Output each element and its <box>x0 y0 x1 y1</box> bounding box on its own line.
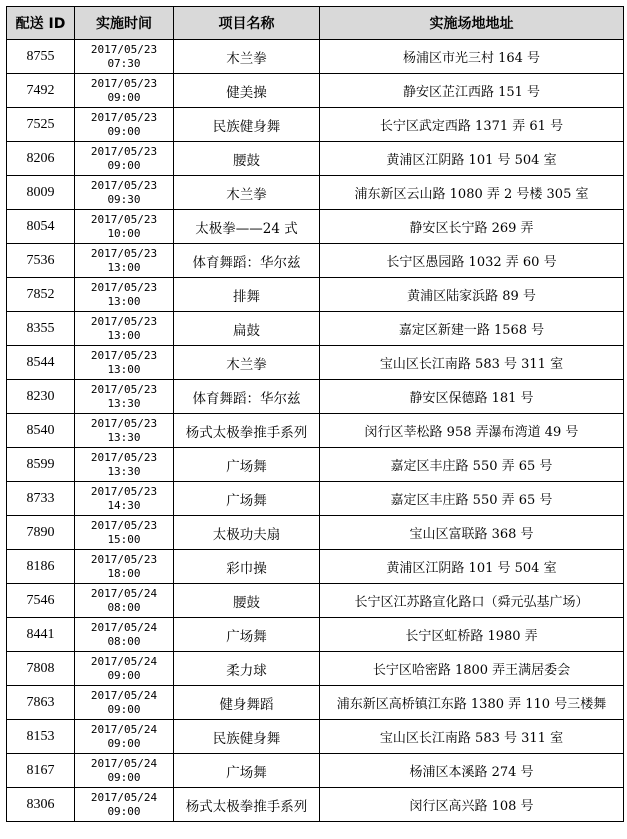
cell-address: 浦东新区云山路 1080 弄 2 号楼 305 室 <box>320 176 624 210</box>
table-row <box>7 448 624 482</box>
cell-datetime <box>75 720 174 754</box>
cell-date: 2017/05/24 <box>90 722 158 736</box>
cell-time: 10:00 <box>107 226 141 240</box>
cell-project: 广场舞 <box>174 448 320 482</box>
cell-project: 柔力球 <box>174 652 320 686</box>
cell-id: 7890 <box>7 516 75 550</box>
cell-id: 7536 <box>7 244 75 278</box>
cell-address: 闵行区高兴路 108 号 <box>320 788 624 822</box>
table-header <box>7 7 624 40</box>
cell-datetime <box>75 108 174 142</box>
cell-id: 8355 <box>7 312 75 346</box>
table-row <box>7 788 624 822</box>
cell-address: 静安区长宁路 269 弄 <box>320 210 624 244</box>
cell-datetime <box>75 74 174 108</box>
cell-address: 静安区保德路 181 号 <box>320 380 624 414</box>
header-id: 配送 ID <box>7 7 75 40</box>
cell-datetime <box>75 176 174 210</box>
cell-project: 杨式太极拳推手系列 <box>174 414 320 448</box>
cell-id: 8755 <box>7 40 75 74</box>
cell-address: 杨浦区本溪路 274 号 <box>320 754 624 788</box>
cell-address: 静安区芷江西路 151 号 <box>320 74 624 108</box>
cell-id: 8230 <box>7 380 75 414</box>
header-row <box>7 7 624 40</box>
cell-date: 2017/05/23 <box>90 110 158 124</box>
cell-project: 健身舞蹈 <box>174 686 320 720</box>
cell-project: 木兰拳 <box>174 40 320 74</box>
cell-datetime <box>75 788 174 822</box>
cell-datetime <box>75 414 174 448</box>
cell-time: 07:30 <box>107 56 141 70</box>
cell-project: 民族健身舞 <box>174 108 320 142</box>
cell-date: 2017/05/23 <box>90 42 158 56</box>
cell-date: 2017/05/23 <box>90 450 158 464</box>
cell-project: 健美操 <box>174 74 320 108</box>
cell-datetime <box>75 142 174 176</box>
cell-id: 8733 <box>7 482 75 516</box>
cell-date: 2017/05/23 <box>90 484 158 498</box>
cell-time: 13:30 <box>107 396 141 410</box>
cell-datetime <box>75 652 174 686</box>
cell-project: 体育舞蹈：华尔兹 <box>174 380 320 414</box>
header-project: 项目名称 <box>174 7 320 40</box>
cell-time: 18:00 <box>107 566 141 580</box>
cell-date: 2017/05/23 <box>90 76 158 90</box>
table-body <box>7 40 624 822</box>
cell-address: 闵行区莘松路 958 弄瀑布湾道 49 号 <box>320 414 624 448</box>
cell-time: 08:00 <box>107 634 141 648</box>
cell-date: 2017/05/23 <box>90 518 158 532</box>
cell-date: 2017/05/23 <box>90 314 158 328</box>
cell-address: 嘉定区丰庄路 550 弄 65 号 <box>320 482 624 516</box>
cell-time: 09:00 <box>107 702 141 716</box>
cell-time: 14:30 <box>107 498 141 512</box>
cell-time: 15:00 <box>107 532 141 546</box>
cell-datetime <box>75 244 174 278</box>
table-row <box>7 482 624 516</box>
cell-datetime <box>75 448 174 482</box>
cell-time: 13:00 <box>107 328 141 342</box>
cell-id: 8599 <box>7 448 75 482</box>
cell-id: 8054 <box>7 210 75 244</box>
cell-datetime <box>75 618 174 652</box>
table-row <box>7 550 624 584</box>
table-row <box>7 210 624 244</box>
cell-id: 8540 <box>7 414 75 448</box>
cell-project: 体育舞蹈：华尔兹 <box>174 244 320 278</box>
cell-address: 黄浦区江阴路 101 号 504 室 <box>320 550 624 584</box>
cell-date: 2017/05/23 <box>90 552 158 566</box>
cell-project: 广场舞 <box>174 618 320 652</box>
cell-date: 2017/05/23 <box>90 144 158 158</box>
cell-time: 09:00 <box>107 90 141 104</box>
cell-id: 8306 <box>7 788 75 822</box>
cell-time: 09:00 <box>107 668 141 682</box>
cell-time: 09:00 <box>107 736 141 750</box>
cell-datetime <box>75 482 174 516</box>
cell-address: 宝山区长江南路 583 号 311 室 <box>320 346 624 380</box>
cell-time: 13:00 <box>107 260 141 274</box>
cell-id: 8186 <box>7 550 75 584</box>
table-row <box>7 74 624 108</box>
cell-id: 8153 <box>7 720 75 754</box>
cell-date: 2017/05/23 <box>90 382 158 396</box>
cell-date: 2017/05/23 <box>90 178 158 192</box>
cell-address: 长宁区武定西路 1371 弄 61 号 <box>320 108 624 142</box>
cell-datetime <box>75 278 174 312</box>
cell-datetime <box>75 584 174 618</box>
cell-address: 黄浦区江阴路 101 号 504 室 <box>320 142 624 176</box>
cell-datetime <box>75 346 174 380</box>
table-row <box>7 414 624 448</box>
table-row <box>7 108 624 142</box>
cell-time: 13:00 <box>107 362 141 376</box>
cell-address: 长宁区虹桥路 1980 弄 <box>320 618 624 652</box>
cell-id: 8167 <box>7 754 75 788</box>
cell-project: 彩巾操 <box>174 550 320 584</box>
cell-project: 杨式太极拳推手系列 <box>174 788 320 822</box>
cell-datetime <box>75 380 174 414</box>
cell-project: 木兰拳 <box>174 176 320 210</box>
cell-address: 宝山区长江南路 583 号 311 室 <box>320 720 624 754</box>
cell-datetime <box>75 550 174 584</box>
cell-id: 7492 <box>7 74 75 108</box>
table-row <box>7 142 624 176</box>
cell-address: 长宁区愚园路 1032 弄 60 号 <box>320 244 624 278</box>
cell-datetime <box>75 40 174 74</box>
table-row <box>7 380 624 414</box>
cell-time: 13:30 <box>107 430 141 444</box>
table-row <box>7 176 624 210</box>
table-row <box>7 618 624 652</box>
cell-datetime <box>75 312 174 346</box>
table-row <box>7 686 624 720</box>
cell-project: 扁鼓 <box>174 312 320 346</box>
cell-address: 宝山区富联路 368 号 <box>320 516 624 550</box>
table-row <box>7 278 624 312</box>
cell-id: 7852 <box>7 278 75 312</box>
cell-time: 13:00 <box>107 294 141 308</box>
cell-time: 09:30 <box>107 192 141 206</box>
cell-address: 黄浦区陆家浜路 89 号 <box>320 278 624 312</box>
cell-time: 08:00 <box>107 600 141 614</box>
cell-time: 09:00 <box>107 804 141 818</box>
cell-date: 2017/05/24 <box>90 688 158 702</box>
cell-id: 8009 <box>7 176 75 210</box>
table-row <box>7 244 624 278</box>
cell-date: 2017/05/23 <box>90 348 158 362</box>
cell-id: 7863 <box>7 686 75 720</box>
cell-id: 8206 <box>7 142 75 176</box>
cell-date: 2017/05/24 <box>90 620 158 634</box>
cell-date: 2017/05/23 <box>90 280 158 294</box>
cell-date: 2017/05/24 <box>90 586 158 600</box>
cell-datetime <box>75 516 174 550</box>
cell-project: 排舞 <box>174 278 320 312</box>
cell-date: 2017/05/24 <box>90 654 158 668</box>
cell-address: 嘉定区新建一路 1568 号 <box>320 312 624 346</box>
cell-address: 长宁区江苏路宣化路口（舜元弘基广场） <box>320 584 624 618</box>
cell-id: 8544 <box>7 346 75 380</box>
cell-time: 09:00 <box>107 124 141 138</box>
cell-date: 2017/05/23 <box>90 416 158 430</box>
cell-time: 09:00 <box>107 158 141 172</box>
cell-datetime <box>75 754 174 788</box>
header-address: 实施场地地址 <box>320 7 624 40</box>
header-time: 实施时间 <box>75 7 174 40</box>
cell-project: 腰鼓 <box>174 142 320 176</box>
cell-date: 2017/05/24 <box>90 756 158 770</box>
table-row <box>7 346 624 380</box>
cell-id: 8441 <box>7 618 75 652</box>
table-row <box>7 312 624 346</box>
cell-datetime <box>75 686 174 720</box>
cell-date: 2017/05/23 <box>90 246 158 260</box>
table-row <box>7 584 624 618</box>
table-row <box>7 720 624 754</box>
cell-date: 2017/05/24 <box>90 790 158 804</box>
table-row <box>7 652 624 686</box>
cell-project: 民族健身舞 <box>174 720 320 754</box>
cell-time: 13:30 <box>107 464 141 478</box>
cell-project: 木兰拳 <box>174 346 320 380</box>
schedule-table-container <box>6 6 623 822</box>
table-row <box>7 754 624 788</box>
cell-date: 2017/05/23 <box>90 212 158 226</box>
cell-time: 09:00 <box>107 770 141 784</box>
cell-project: 太极拳——24 式 <box>174 210 320 244</box>
cell-datetime <box>75 210 174 244</box>
cell-project: 太极功夫扇 <box>174 516 320 550</box>
schedule-table <box>6 6 624 822</box>
cell-address: 浦东新区高桥镇江东路 1380 弄 110 号三楼舞 <box>320 686 624 720</box>
cell-project: 广场舞 <box>174 754 320 788</box>
cell-address: 嘉定区丰庄路 550 弄 65 号 <box>320 448 624 482</box>
cell-project: 腰鼓 <box>174 584 320 618</box>
cell-id: 7808 <box>7 652 75 686</box>
cell-id: 7525 <box>7 108 75 142</box>
cell-project: 广场舞 <box>174 482 320 516</box>
cell-address: 杨浦区市光三村 164 号 <box>320 40 624 74</box>
table-row <box>7 516 624 550</box>
cell-address: 长宁区哈密路 1800 弄王满居委会 <box>320 652 624 686</box>
table-row <box>7 40 624 74</box>
cell-id: 7546 <box>7 584 75 618</box>
